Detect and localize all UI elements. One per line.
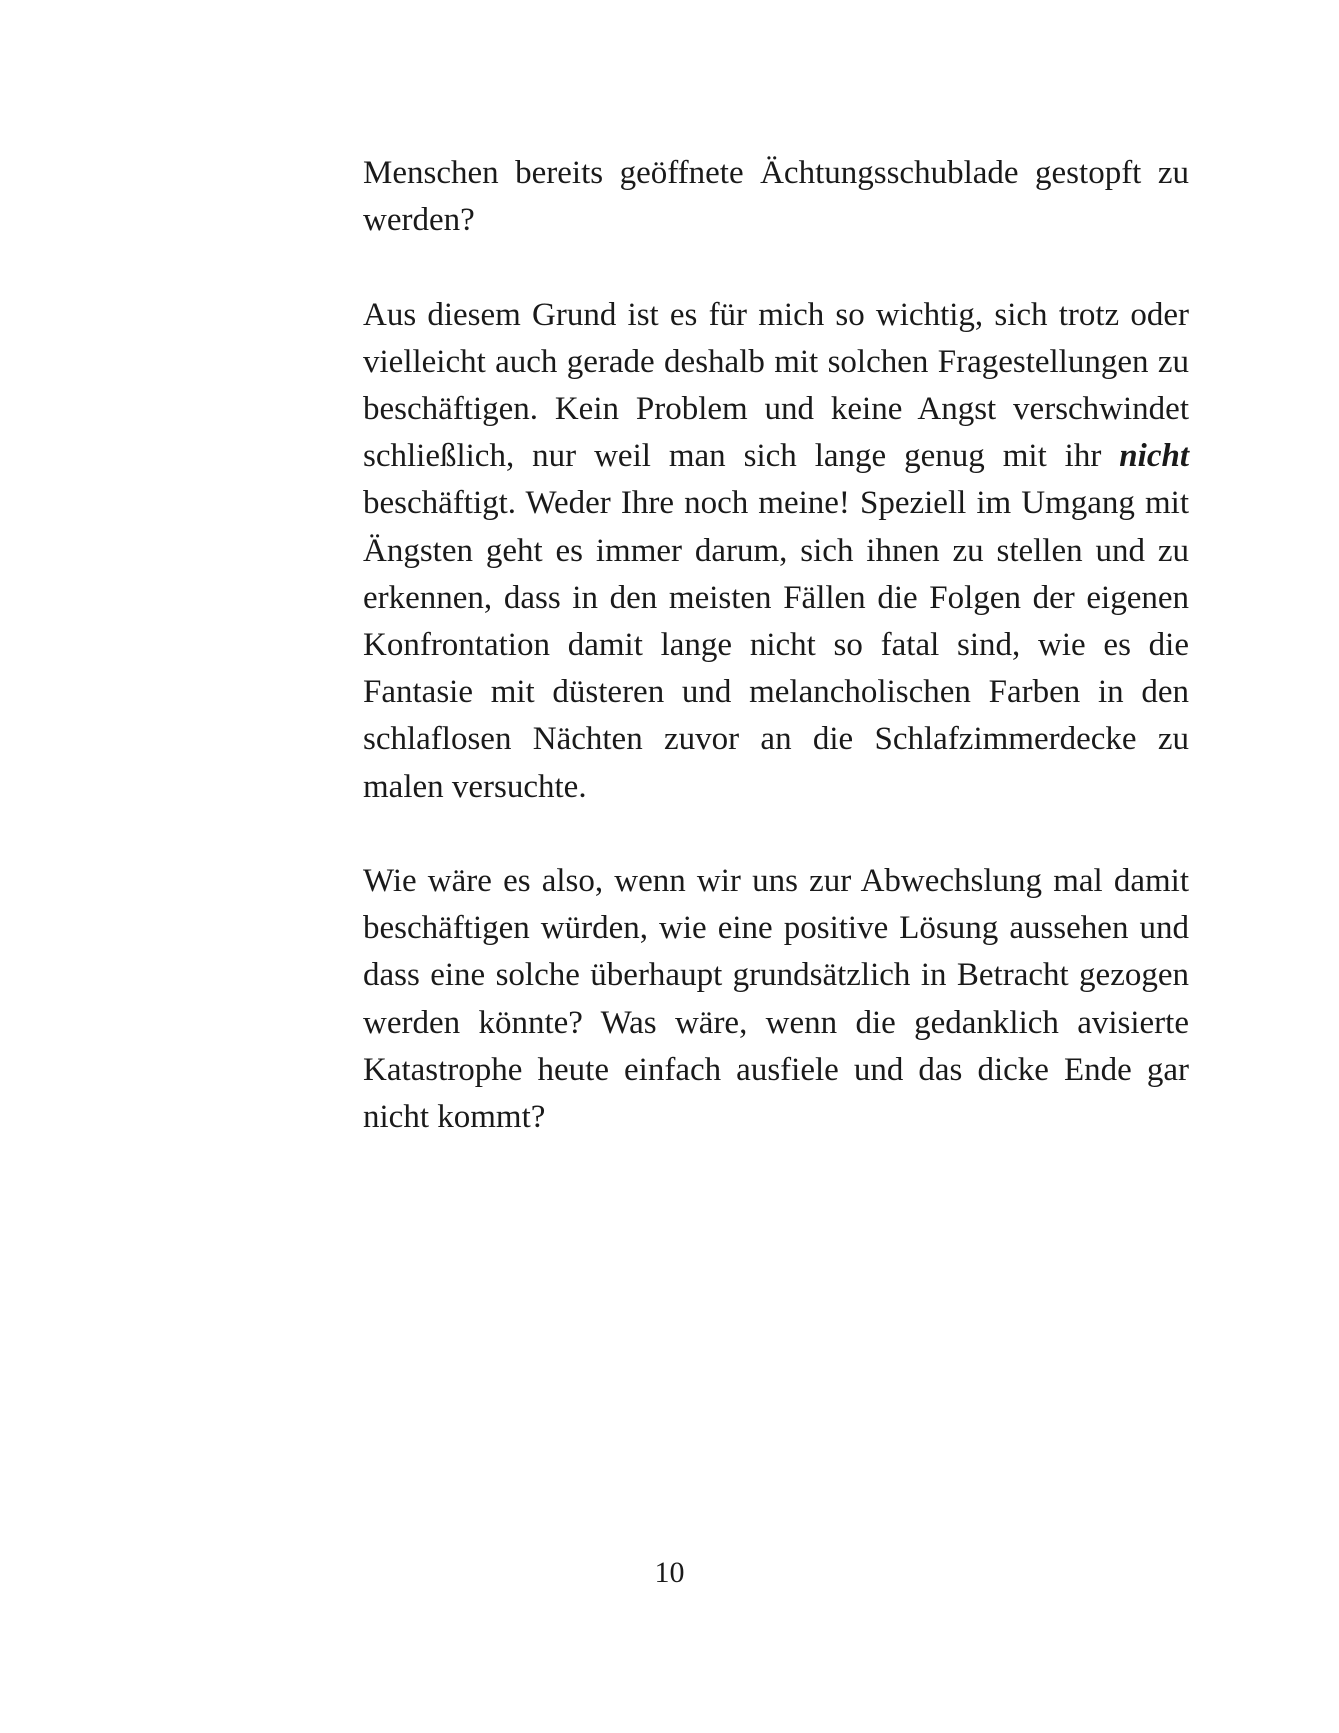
page-number: 10 (654, 1556, 685, 1589)
paragraph-3: Wie wäre es also, wenn wir uns zur Abwechslung mal damit beschäftigen würden, wie eine positive Lösung aussehen und dass eine solche überhaupt grundsätzlich in Betracht gezogen werden könnte? Was wäre, wenn die gedanklich avisierte Katastrophe heute einfach ausfiele und das dicke Ende gar nicht kommt? (363, 863, 1189, 1136)
paragraph-2-text-start: Aus diesem Grund ist es für mich so wichtig, sich trotz oder vielleicht auch gerade deshalb mit solchen Fragestellungen zu beschäftigen. Kein Problem und keine Angst verschwindet schließlich, nur weil man sich lange genug mit ihr (363, 296, 1189, 475)
paragraph-1: Menschen bereits geöffnete Ächtungsschublade gestopft zu werden? (363, 155, 1189, 239)
paragraph-2 (363, 292, 1189, 811)
body-text (363, 150, 1189, 1141)
paragraph-2-text-end: beschäftigt. Weder Ihre noch meine! Speziell im Umgang mit Ängsten geht es immer darum, sich ihnen zu stellen und zu erkennen, dass in den meisten Fällen die Folgen der eigenen Konfrontation damit lange nicht so fatal sind, wie es die Fantasie mit düsteren und melancholischen Farben in den schlaflosen Nächten zuvor an die Schlafzimmerdecke zu malen versuchte. (363, 485, 1189, 805)
emphasized-word: nicht (1119, 438, 1189, 475)
